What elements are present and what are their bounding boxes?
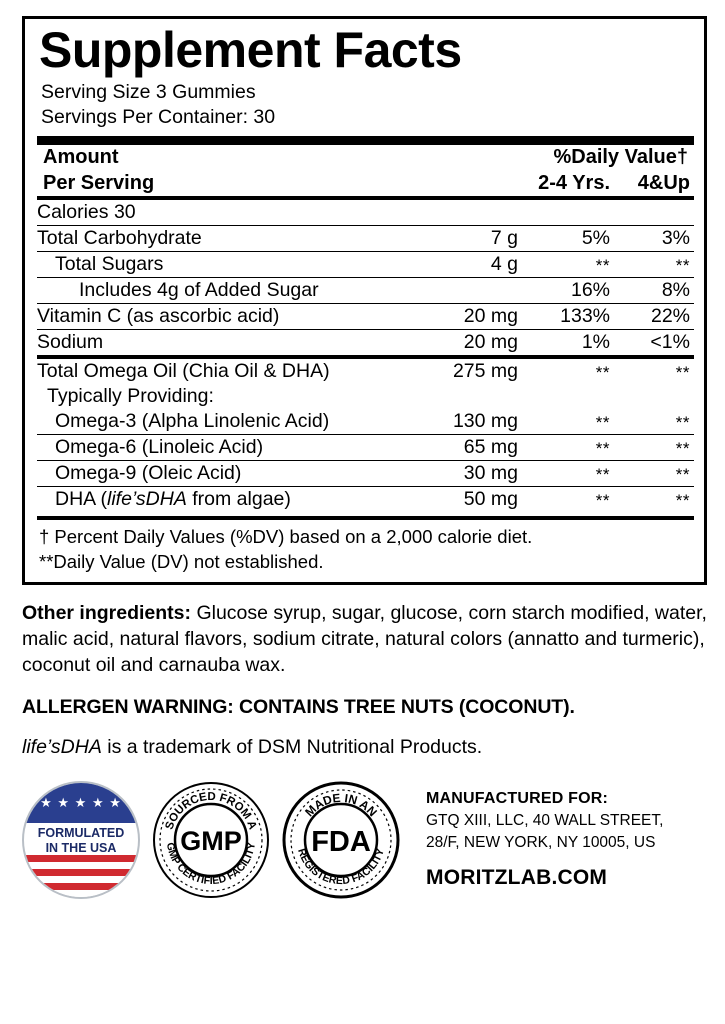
allergen-warning: ALLERGEN WARNING: CONTAINS TREE NUTS (COCONUT). [22,695,575,718]
footnote-daily-value: † Percent Daily Values (%DV) based on a 2,000 calorie diet. [39,526,533,548]
table-row [37,278,694,304]
other-ingredients-text: Glucose syrup, sugar, glucose, corn starch modified, water, malic acid, natural flavors, sodium citrate, natural colors (annatto and turmeric), coconut oil and carnauba wax. [22,602,707,677]
nutrient-name: Total Carbohydrate [37,226,422,252]
svg-text:MADE IN AN: MADE IN AN [302,790,380,820]
trademark-mark: life’sDHA [22,735,102,758]
nutrient-dv1 [524,384,616,409]
table-row [37,409,694,435]
nutrient-amount: 130 mg [452,410,518,433]
nutrient-dv2: ** [675,413,690,433]
trademark-rest: is a trademark of DSM Nutritional Products. [101,735,483,758]
nutrient-dv1: ** [524,357,616,384]
usa-badge-line1: FORMULATED [37,825,125,840]
nutrient-dv1: 5% [524,226,616,252]
divider-thick [37,136,694,145]
nutrient-name: Omega-3 (Alpha Linolenic Acid) [55,410,330,433]
svg-text:GMP: GMP [180,825,242,856]
nutrient-amount [422,384,524,409]
manufactured-for-block [426,787,663,894]
nutrient-name: Vitamin C (as ascorbic acid) [37,304,422,330]
nutrient-dv2: ** [616,461,694,487]
nutrient-dv1: 133% [524,304,616,330]
page-title: Supplement Facts [39,22,462,78]
badges-row [22,781,707,899]
header-amount-line1: Amount [43,145,119,168]
nutrient-dv1: ** [524,487,616,513]
table-row [37,357,694,384]
nutrient-dv1: 16% [524,278,616,304]
table-row [37,330,694,358]
other-ingredients-label: Other ingredients: [22,602,192,625]
nutrition-table [37,145,694,196]
table-header-row [37,145,694,171]
usa-badge-line2: IN THE USA [45,840,117,855]
nutrient-amount: 20 mg [422,330,524,358]
table-row [37,304,694,330]
header-dv-col1: 2-4 Yrs. [538,171,610,194]
trademark-notice [22,736,707,759]
nutrient-amount: 4 g [422,252,524,278]
manufacturer-address-line1: GTQ XIII, LLC, 40 WALL STREET, [426,811,664,829]
svg-text:REGISTERED FACILITY: REGISTERED FACILITY [295,847,387,888]
nutrient-dv1: ** [524,461,616,487]
svg-text:FDA: FDA [311,825,371,858]
usa-badge-text [24,823,138,859]
table-row [37,435,694,461]
nutrient-dv2: <1% [616,330,694,358]
nutrient-dv2: ** [616,435,694,461]
divider-medium-2 [37,516,694,520]
footnote-dv-not-established: **Daily Value (DV) not established. [39,551,324,573]
table-row [37,384,694,409]
supplement-facts-panel [22,16,707,585]
nutrient-dv1 [524,200,616,226]
nutrient-amount: 275 mg [422,357,524,384]
gmp-certified-badge [152,781,270,899]
header-amount-line2: Per Serving [43,171,155,194]
usa-stars: ★ ★ ★ ★ ★ [24,783,138,823]
nutrient-name: Includes 4g of Added Sugar [37,278,422,304]
nutrient-dv1: ** [524,252,616,278]
table-header-row-2 [37,171,694,197]
nutrient-amount: 30 mg [422,461,524,487]
nutrient-dv2: ** [616,357,694,384]
serving-size: Serving Size 3 Gummies [41,81,256,103]
table-row [37,461,694,487]
nutrient-dv2: ** [616,252,694,278]
nutrient-name: Typically Providing: [47,385,214,408]
nutrient-name: Total Omega Oil (Chia Oil & DHA) [37,357,422,384]
nutrient-name: Total Sugars [37,252,422,278]
nutrient-name: Omega-6 (Linoleic Acid) [37,435,422,461]
manufactured-for-title: MANUFACTURED FOR: [426,789,609,807]
table-row [37,226,694,252]
fda-registered-badge [282,781,400,899]
nutrient-dv2 [616,200,694,226]
nutrient-dv2: 8% [616,278,694,304]
table-row [37,200,694,226]
usa-stripes [24,855,138,897]
nutrient-dv1: ** [595,413,610,433]
svg-text:SOURCED FROM A: SOURCED FROM A [163,790,259,832]
nutrient-dv2: 3% [616,226,694,252]
nutrient-dv2: 22% [616,304,694,330]
header-dv-col2: 4&Up [637,171,690,194]
nutrient-dv2 [616,384,694,409]
nutrient-amount [422,200,524,226]
nutrient-rows-table [37,200,694,512]
manufacturer-address-line2: 28/F, NEW YORK, NY 10005, US [426,834,656,852]
nutrient-dv1: ** [524,435,616,461]
formulated-in-usa-badge [22,781,140,899]
nutrient-dv2: ** [616,487,694,513]
nutrient-name: DHA (life’sDHA from algae) [37,487,422,513]
header-spacer [422,145,524,171]
nutrient-amount: 65 mg [422,435,524,461]
table-row [37,252,694,278]
table-row [37,487,694,513]
nutrient-name: Sodium [37,330,422,358]
manufacturer-website: MORITZLAB.COM [426,865,608,889]
nutrient-dv1: 1% [524,330,616,358]
nutrient-name: Omega-9 (Oleic Acid) [37,461,422,487]
header-spacer-2 [422,171,524,197]
nutrient-amount [422,278,524,304]
svg-text:GMP CERTIFIED FACILITY: GMP CERTIFIED FACILITY [163,841,258,888]
other-ingredients [22,601,707,679]
servings-per-container: Servings Per Container: 30 [41,105,276,128]
nutrient-amount: 7 g [422,226,524,252]
nutrient-amount: 50 mg [422,487,524,513]
header-daily-value: %Daily Value† [553,145,688,168]
nutrient-name: Calories 30 [37,201,136,224]
nutrient-amount: 20 mg [422,304,524,330]
